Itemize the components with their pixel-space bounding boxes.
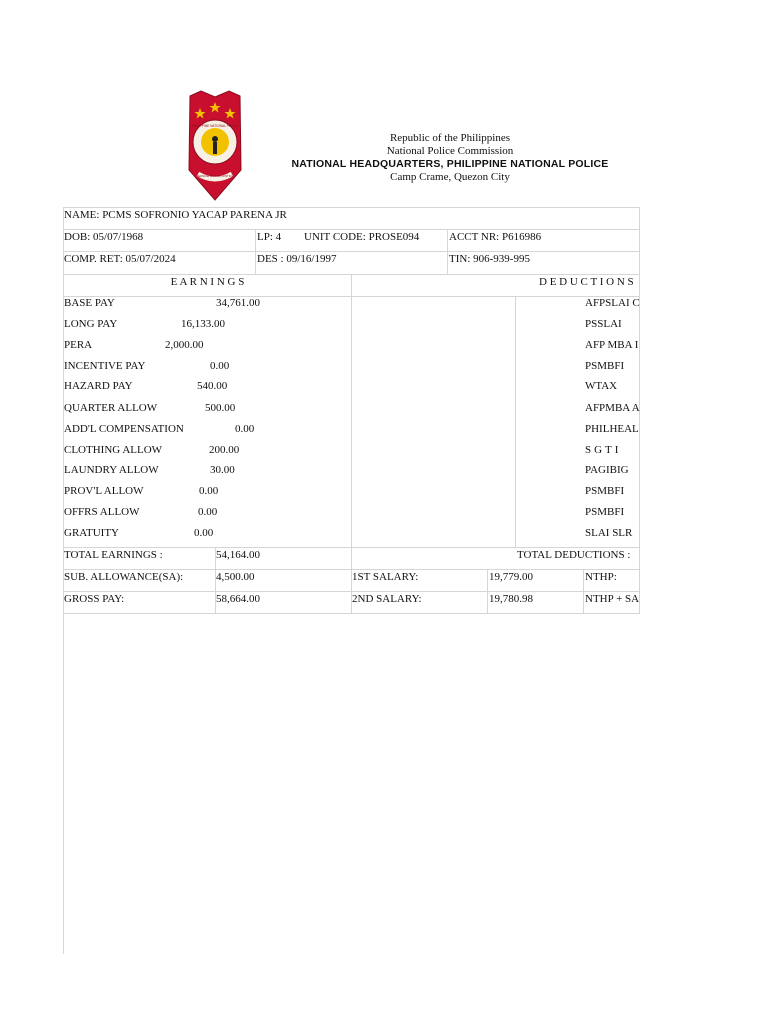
earning-label: QUARTER ALLOW [64,402,158,414]
earning-value: 0.00 [199,485,219,497]
earning-label: BASE PAY [64,297,115,309]
deduction-label: PSSLAI [585,318,622,330]
seal-bottom-text: SERVICE HONOR JUSTICE [196,174,234,178]
grid-line [255,229,256,274]
total-deductions-label: TOTAL DEDUCTIONS : [517,549,631,561]
earning-label: OFFRS ALLOW [64,506,140,518]
document-header [250,132,650,184]
earning-value: 0.00 [210,360,230,372]
deduction-label: PSMBFI [585,506,625,518]
sub-allowance-label: SUB. ALLOWANCE(SA): [64,571,184,583]
header-republic: Republic of the Philippines [389,132,511,144]
nthp-label: NTHP: [585,571,617,583]
header-location: Camp Crame, Quezon City [390,171,510,183]
earning-label: LAUNDRY ALLOW [64,464,159,476]
total-earnings-label: TOTAL EARNINGS : [64,549,163,561]
sub-allowance-value: 4,500.00 [216,571,255,583]
earning-label: PERA [64,339,93,351]
second-salary-label: 2ND SALARY: [352,593,422,605]
grid-line [351,274,352,613]
grid-line [63,251,640,252]
deduction-label: SLAI SLR [585,527,633,539]
grid-line [583,569,584,613]
account-number: ACCT NR: P616986 [449,231,542,243]
earning-label: GRATUITY [64,527,119,539]
deduction-label: WTAX [585,380,618,392]
tin: TIN: 906-939-995 [449,253,530,265]
earning-label: INCENTIVE PAY [64,360,146,372]
grid-line [447,229,448,274]
earning-value: 540.00 [197,380,228,392]
earnings-title: E A R N I N G S [170,276,245,288]
earning-label: LONG PAY [64,318,118,330]
first-salary-label: 1ST SALARY: [352,571,419,583]
earning-value: 30.00 [210,464,235,476]
date-of-birth: DOB: 05/07/1968 [64,231,144,243]
deduction-label: AFPMBA A [585,402,640,414]
second-salary-value: 19,780.98 [489,593,533,605]
earning-value: 34,761.00 [216,297,260,309]
deductions-title: D E D U C T I O N S [539,276,634,288]
grid-line [63,613,640,614]
date-entered-service: DES : 09/16/1997 [257,253,337,265]
deduction-label: PSMBFI [585,360,625,372]
header-napolcom: National Police Commission [386,145,514,157]
earning-label: ADD'L COMPENSATION [64,423,184,435]
seal-top-text: PHILIPPINE NATIONAL POLICE [191,124,239,128]
employee-name: NAME: PCMS SOFRONIO YACAP PARENA JR [64,209,287,221]
lp-value: LP: 4 [257,231,282,243]
gross-pay-value: 58,664.00 [216,593,260,605]
unit-code: UNIT CODE: PROSE094 [304,231,420,243]
header-nhq: NATIONAL HEADQUARTERS, PHILIPPINE NATIONAL POLICE [291,158,609,170]
earning-value: 200.00 [209,444,240,456]
compulsory-retirement: COMP. RET: 05/07/2024 [64,253,176,265]
nthp-sa-label: NTHP + SA [585,593,640,605]
earning-value: 0.00 [235,423,255,435]
grid-line [515,296,516,547]
deduction-label: PHILHEAL [585,423,639,435]
deduction-label: SGTI [585,444,622,456]
gross-pay-label: GROSS PAY: [64,593,125,605]
earning-label: CLOTHING ALLOW [64,444,163,456]
deduction-label: AFP MBA I [585,339,639,351]
deduction-label: PSMBFI [585,485,625,497]
grid-line [63,207,640,208]
earning-value: 0.00 [198,506,218,518]
deduction-label: PAGIBIG [585,464,629,476]
deduction-label: AFPSLAI C [585,297,640,309]
earning-value: 0.00 [194,527,214,539]
grid-line [487,569,488,613]
earning-value: 2,000.00 [165,339,204,351]
earning-label: HAZARD PAY [64,380,133,392]
earning-label: PROV'L ALLOW [64,485,144,497]
earning-value: 500.00 [205,402,236,414]
grid-line [63,229,640,230]
first-salary-value: 19,779.00 [489,571,533,583]
earning-value: 16,133.00 [181,318,225,330]
pnp-seal [186,90,244,202]
total-earnings-value: 54,164.00 [216,549,260,561]
